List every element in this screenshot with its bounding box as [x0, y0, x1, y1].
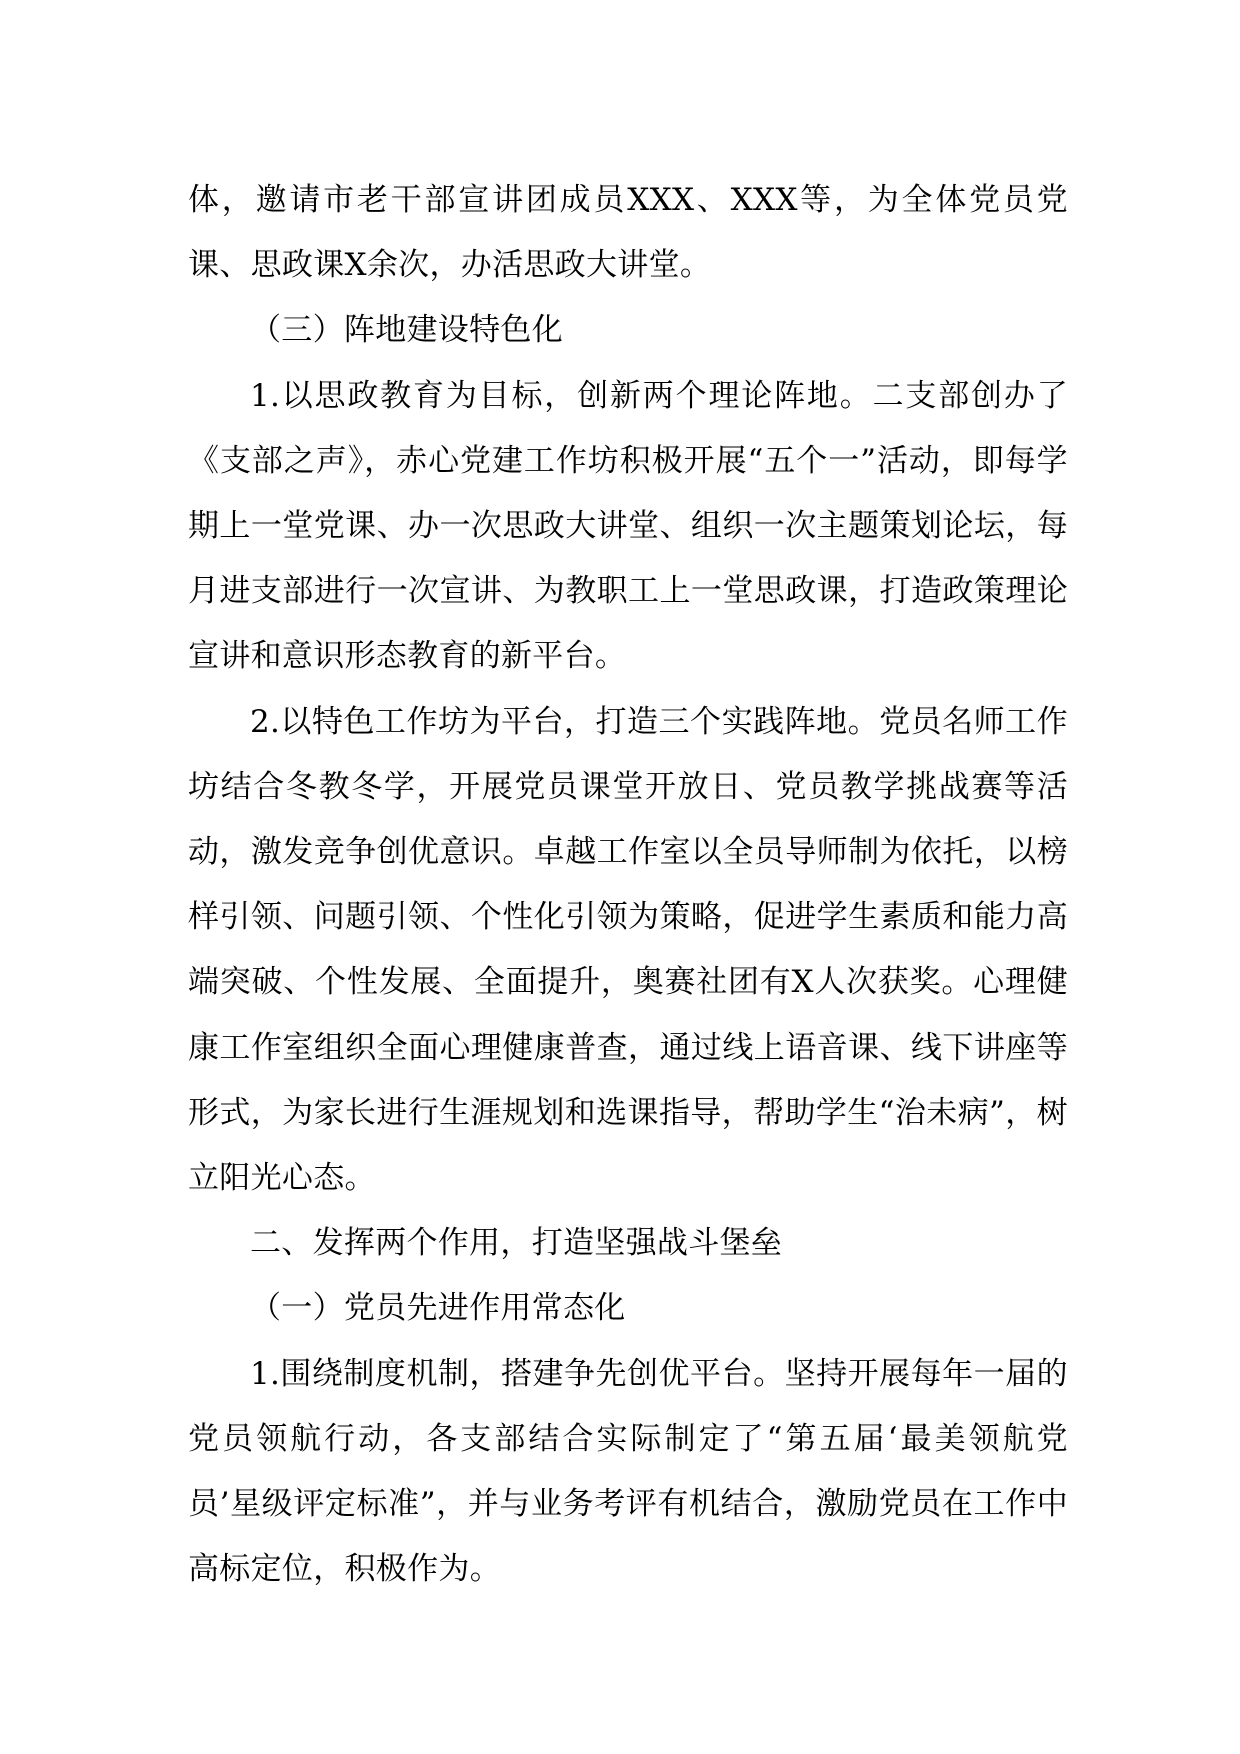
document-body	[188, 168, 1068, 1602]
paragraph-continuation: 体，邀请市老干部宣讲团成员XXX、XXX等，为全体党员党课、思政课X余次，办活思政大讲堂。	[188, 182, 1068, 284]
paragraph-item-1: 1.以思政教育为目标，创新两个理论阵地。二支部创办了《支部之声》，赤心党建工作坊积极开展“五个一”活动，即每学期上一堂党课、办一次思政大讲堂、组织一次主题策划论坛，每月进支部进行一次宣讲、为教职工上一堂思政课，打造政策理论宣讲和意识形态教育的新平台。	[188, 377, 1068, 675]
chapter-heading-2: 二、发挥两个作用，打造坚强战斗堡垒	[250, 1225, 783, 1262]
paragraph-item-1b: 1.围绕制度机制，搭建争先创优平台。坚持开展每年一届的党员领航行动，各支部结合实际制定了“第五届‘最美领航党员’星级评定标准”，并与业务考评有机结合，激励党员在工作中高标定位，积极作为。	[188, 1355, 1068, 1588]
section-heading-1: （一）党员先进作用常态化	[250, 1290, 626, 1327]
paragraph-item-2: 2.以特色工作坊为平台，打造三个实践阵地。党员名师工作坊结合冬教冬学，开展党员课堂开放日、党员教学挑战赛等活动，激发竞争创优意识。卓越工作室以全员导师制为依托，以榜样引领、问题引领、个性化引领为策略，促进学生素质和能力高端突破、个性发展、全面提升，奥赛社团有X人次获奖。心理健康工作室组织全面心理健康普查，通过线上语音课、线下讲座等形式，为家长进行生涯规划和选课指导，帮助学生“治未病”，树立阳光心态。	[188, 703, 1068, 1197]
section-heading-3: （三）阵地建设特色化	[250, 312, 563, 349]
